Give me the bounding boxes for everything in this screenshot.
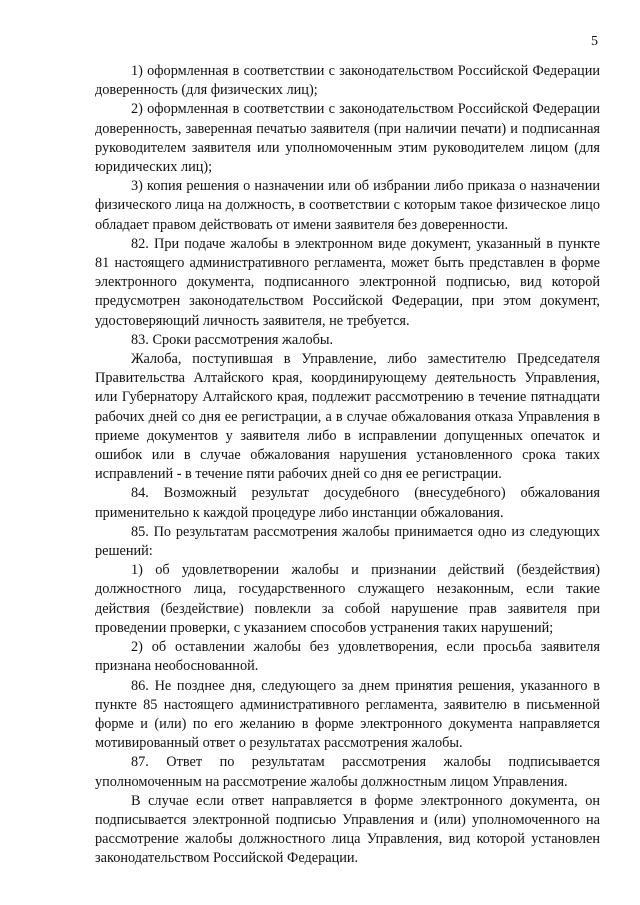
paragraph-87-electronic: В случае если ответ направляется в форме электронного документа, он подписывается электронной подписью Управления и (или) уполномоченного на рассмотрение жалобы должностного лица Управления, вид которой установлен законодательством Российской Федерации. <box>95 792 600 867</box>
paragraph-83-heading: 83. Сроки рассмотрения жалобы. <box>131 331 334 348</box>
paragraph-82: 82. При подаче жалобы в электронном виде документ, указанный в пункте 81 настоящего административного регламента, может быть представлен в форме электронного документа, подписанного электронной подписью, вид которой предусмотрен законодательством Российской Федерации, при этом документ, удостоверяющий личность заявителя, не требуется. <box>95 235 600 329</box>
paragraph-item-3-appointment-copy: 3) копия решения о назначении или об избрании либо приказа о назначении физического лица на должность, в соответствии с которым такое физическое лицо обладает правом действовать от имени заявителя без доверенности. <box>95 178 600 233</box>
paragraph-85-item-1: 1) об удовлетворении жалобы и признании действий (бездействия) должностного лица, государственного служащего незаконным, если такие действия (бездействие) повлекли за собой нарушение прав заявителя при проведении проверки, с указанием способов устранения таких нарушений; <box>95 562 600 636</box>
paragraph-84: 84. Возможный результат досудебного (внесудебного) обжалования применительно к каждой процедуре либо инстанции обжалования. <box>95 485 600 521</box>
paragraph-86: 86. Не позднее дня, следующего за днем принятия решения, указанного в пункте 85 настоящего административного регламента, заявителю в письменной форме и (или) по его желанию в форме электронного документа направляется мотивированный ответ о результатах рассмотрения жалобы. <box>95 677 600 752</box>
paragraph-87: 87. Ответ по результатам рассмотрения жалобы подписывается уполномоченным на рассмотрение жалобы должностным лицом Управления. <box>95 754 600 790</box>
page-number: 5 <box>591 34 598 49</box>
paragraph-85-item-2: 2) об оставлении жалобы без удовлетворения, если просьба заявителя признана необоснованной. <box>95 639 600 675</box>
document-body <box>95 62 600 869</box>
paragraph-item-2-company-power: 2) оформленная в соответствии с законодательством Российской Федерации доверенность, заверенная печатью заявителя (при наличии печати) и подписанная руководителем заявителя или уполномоченным этим руководителем лицом (для юридических лиц); <box>95 101 600 176</box>
paragraph-83-body: Жалоба, поступившая в Управление, либо заместителю Председателя Правительства Алтайского края, координирующему деятельность Управления, или Губернатору Алтайского края, подлежит рассмотрению в течение пятнадцати рабочих дней со дня ее регистрации, а в случае обжалования отказа Управления в приеме документов у заявителя либо в исправлении допущенных опечаток и ошибок или в случае обжалования нарушения установленного срока таких исправлений - в течение пяти рабочих дней со дня ее регистрации. <box>95 351 600 483</box>
paragraph-85: 85. По результатам рассмотрения жалобы принимается одно из следующих решений: <box>95 523 600 560</box>
paragraph-item-1-notary-power: 1) оформленная в соответствии с законодательством Российской Федерации доверенность (для физических лиц); <box>95 63 600 99</box>
